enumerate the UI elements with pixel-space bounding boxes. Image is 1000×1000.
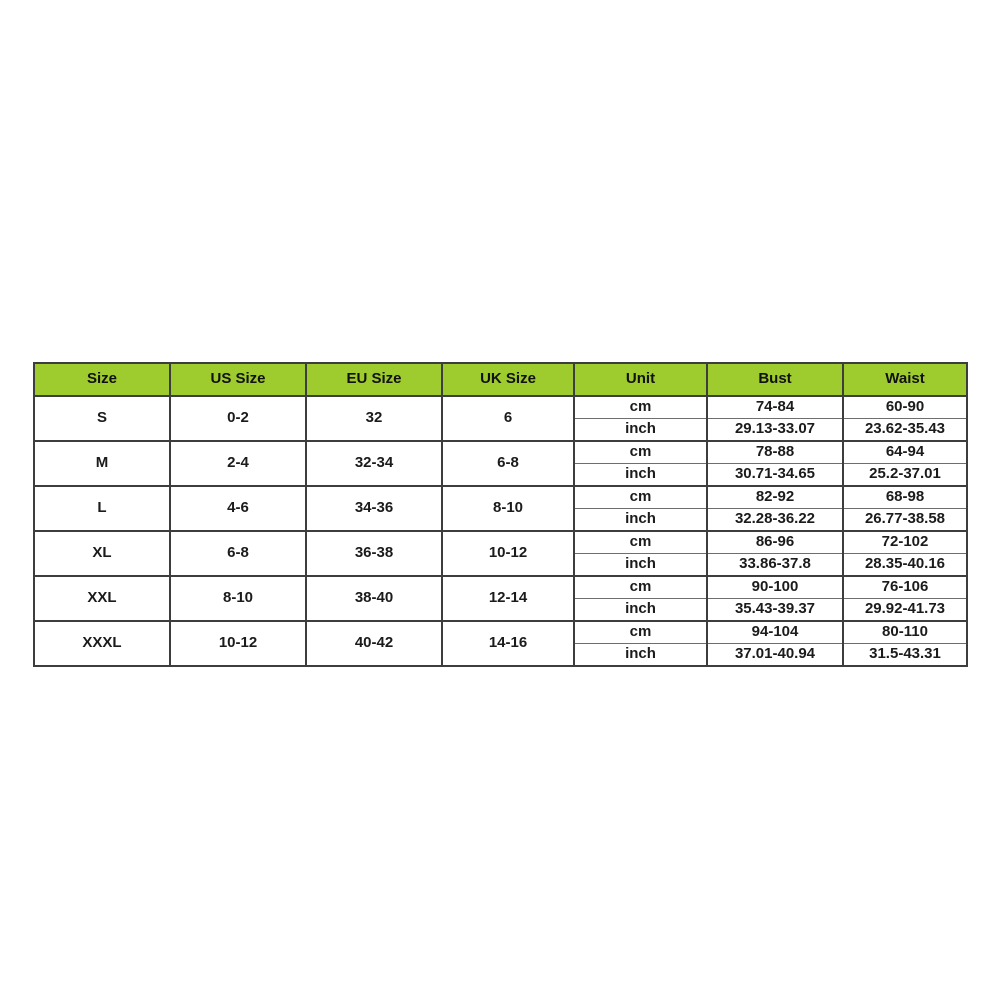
cell-us-size: 10-12 bbox=[170, 621, 306, 666]
cell-us-size: 6-8 bbox=[170, 531, 306, 576]
cell-unit: cm bbox=[574, 621, 707, 644]
table-row-xl-cm bbox=[34, 531, 967, 554]
cell-unit: cm bbox=[574, 441, 707, 464]
cell-eu-size: 32-34 bbox=[306, 441, 442, 486]
cell-waist: 64-94 bbox=[843, 441, 967, 464]
cell-unit: inch bbox=[574, 419, 707, 442]
cell-eu-size: 38-40 bbox=[306, 576, 442, 621]
cell-size: L bbox=[34, 486, 170, 531]
cell-us-size: 2-4 bbox=[170, 441, 306, 486]
header-uk-size: UK Size bbox=[442, 363, 574, 396]
cell-waist: 80-110 bbox=[843, 621, 967, 644]
cell-size: S bbox=[34, 396, 170, 441]
cell-uk-size: 8-10 bbox=[442, 486, 574, 531]
cell-bust: 37.01-40.94 bbox=[707, 644, 843, 667]
cell-unit: cm bbox=[574, 576, 707, 599]
cell-uk-size: 10-12 bbox=[442, 531, 574, 576]
header-us-size: US Size bbox=[170, 363, 306, 396]
cell-eu-size: 34-36 bbox=[306, 486, 442, 531]
cell-waist: 72-102 bbox=[843, 531, 967, 554]
cell-waist: 25.2-37.01 bbox=[843, 464, 967, 487]
cell-unit: cm bbox=[574, 531, 707, 554]
cell-bust: 78-88 bbox=[707, 441, 843, 464]
header-row bbox=[34, 363, 967, 396]
cell-bust: 30.71-34.65 bbox=[707, 464, 843, 487]
cell-size: XL bbox=[34, 531, 170, 576]
cell-bust: 29.13-33.07 bbox=[707, 419, 843, 442]
header-eu-size: EU Size bbox=[306, 363, 442, 396]
table-row-xxl-cm bbox=[34, 576, 967, 599]
header-size: Size bbox=[34, 363, 170, 396]
header-unit: Unit bbox=[574, 363, 707, 396]
header-waist: Waist bbox=[843, 363, 967, 396]
cell-size: XXL bbox=[34, 576, 170, 621]
cell-uk-size: 14-16 bbox=[442, 621, 574, 666]
table-row-xxxl-cm bbox=[34, 621, 967, 644]
cell-uk-size: 6-8 bbox=[442, 441, 574, 486]
cell-waist: 28.35-40.16 bbox=[843, 554, 967, 577]
cell-uk-size: 12-14 bbox=[442, 576, 574, 621]
cell-size: XXXL bbox=[34, 621, 170, 666]
cell-bust: 94-104 bbox=[707, 621, 843, 644]
cell-waist: 76-106 bbox=[843, 576, 967, 599]
cell-unit: inch bbox=[574, 554, 707, 577]
cell-waist: 60-90 bbox=[843, 396, 967, 419]
cell-bust: 82-92 bbox=[707, 486, 843, 509]
cell-size: M bbox=[34, 441, 170, 486]
cell-bust: 74-84 bbox=[707, 396, 843, 419]
cell-bust: 86-96 bbox=[707, 531, 843, 554]
cell-unit: inch bbox=[574, 464, 707, 487]
cell-bust: 33.86-37.8 bbox=[707, 554, 843, 577]
cell-eu-size: 36-38 bbox=[306, 531, 442, 576]
cell-waist: 31.5-43.31 bbox=[843, 644, 967, 667]
cell-us-size: 8-10 bbox=[170, 576, 306, 621]
table-row-l-cm bbox=[34, 486, 967, 509]
cell-unit: inch bbox=[574, 509, 707, 532]
cell-uk-size: 6 bbox=[442, 396, 574, 441]
cell-unit: inch bbox=[574, 599, 707, 622]
cell-waist: 26.77-38.58 bbox=[843, 509, 967, 532]
cell-waist: 23.62-35.43 bbox=[843, 419, 967, 442]
cell-unit: cm bbox=[574, 396, 707, 419]
cell-unit: cm bbox=[574, 486, 707, 509]
cell-us-size: 4-6 bbox=[170, 486, 306, 531]
header-bust: Bust bbox=[707, 363, 843, 396]
cell-bust: 90-100 bbox=[707, 576, 843, 599]
cell-bust: 32.28-36.22 bbox=[707, 509, 843, 532]
size-chart-table bbox=[33, 362, 968, 667]
cell-unit: inch bbox=[574, 644, 707, 667]
cell-bust: 35.43-39.37 bbox=[707, 599, 843, 622]
table-row-s-cm bbox=[34, 396, 967, 419]
cell-waist: 29.92-41.73 bbox=[843, 599, 967, 622]
cell-waist: 68-98 bbox=[843, 486, 967, 509]
cell-eu-size: 32 bbox=[306, 396, 442, 441]
table-row-m-cm bbox=[34, 441, 967, 464]
cell-eu-size: 40-42 bbox=[306, 621, 442, 666]
cell-us-size: 0-2 bbox=[170, 396, 306, 441]
